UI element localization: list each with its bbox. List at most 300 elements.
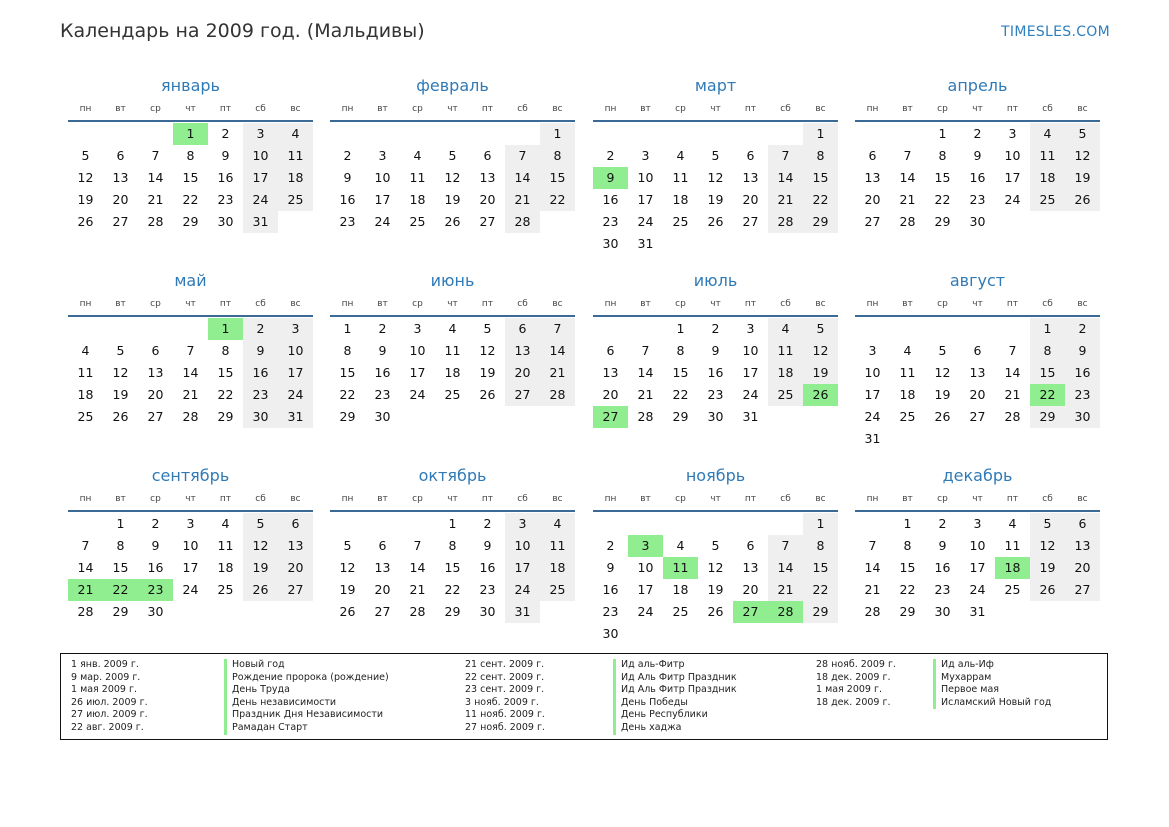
- empty-day-cell: [733, 123, 768, 145]
- holiday-name: Мухаррам: [933, 672, 991, 685]
- day-cell: 7: [641, 343, 650, 358]
- day-cell: 25: [768, 384, 803, 406]
- day-cell: 25: [444, 387, 461, 402]
- day-cell: 11: [409, 170, 426, 185]
- day-cell: 10: [637, 170, 654, 185]
- day-cell: 3: [505, 513, 540, 535]
- day-cell: 11: [444, 343, 461, 358]
- day-cell: 13: [112, 170, 129, 185]
- weekday-label: пт: [1006, 299, 1019, 309]
- empty-day-cell: [663, 123, 698, 145]
- day-cell: 13: [742, 560, 759, 575]
- holiday-day-cell: 21: [68, 579, 103, 601]
- day-cell: 9: [343, 170, 352, 185]
- site-brand-link[interactable]: TIMESLES.COM: [1001, 24, 1110, 40]
- day-cell: 16: [339, 192, 356, 207]
- weekday-label: сб: [780, 299, 791, 309]
- weekday-label: сб: [517, 104, 528, 114]
- weekday-label: чт: [447, 494, 458, 504]
- day-cell: 23: [707, 387, 724, 402]
- weekday-label: ср: [675, 299, 686, 309]
- weekday-label: пн: [604, 104, 617, 114]
- day-cell: 5: [448, 148, 457, 163]
- weekday-header: [330, 488, 575, 512]
- day-cell: 10: [969, 538, 986, 553]
- empty-day-cell: [593, 123, 628, 145]
- day-cell: 5: [938, 343, 947, 358]
- day-cell: 19: [77, 192, 94, 207]
- day-cell: 28: [899, 214, 916, 229]
- month-name: июнь: [430, 271, 475, 290]
- day-cell: 25: [672, 604, 689, 619]
- holiday-day-cell: 28: [768, 601, 803, 623]
- empty-day-cell: [698, 123, 733, 145]
- holiday-day-cell: 1: [208, 318, 243, 340]
- weekday-header: [68, 293, 313, 317]
- holiday-date: 23 сент. 2009 г.: [465, 684, 545, 696]
- day-cell: 9: [483, 538, 492, 553]
- day-cell: 16: [707, 365, 724, 380]
- weekday-header: [855, 488, 1100, 512]
- day-cell: 30: [1065, 406, 1100, 428]
- day-cell: 9: [973, 148, 982, 163]
- day-cell: 27: [864, 214, 881, 229]
- day-cell: 12: [1065, 145, 1100, 167]
- day-cell: 16: [602, 192, 619, 207]
- day-cell: 21: [540, 362, 575, 384]
- day-cell: 14: [768, 167, 803, 189]
- day-cell: 19: [934, 387, 951, 402]
- holiday-date: 1 янв. 2009 г.: [71, 659, 139, 670]
- holiday-name: Исламский Новый год: [933, 697, 1051, 710]
- day-cell: 4: [768, 318, 803, 340]
- day-cell: 23: [243, 384, 278, 406]
- day-cell: 5: [343, 538, 352, 553]
- day-cell: 15: [339, 365, 356, 380]
- weekday-label: сб: [255, 104, 266, 114]
- month-name: октябрь: [418, 466, 487, 485]
- day-cell: 28: [1004, 409, 1021, 424]
- holiday-day-cell: 27: [733, 601, 768, 623]
- day-cell: 3: [278, 318, 313, 340]
- weekday-header: [855, 293, 1100, 317]
- day-cell: 6: [746, 148, 755, 163]
- day-cell: 29: [1030, 406, 1065, 428]
- empty-day-cell: [365, 123, 400, 145]
- day-cell: 30: [147, 604, 164, 619]
- weekday-label: вт: [115, 299, 126, 309]
- weekday-label: вс: [552, 104, 563, 114]
- day-cell: 21: [899, 192, 916, 207]
- day-cell: 10: [182, 538, 199, 553]
- weekday-label: вт: [902, 494, 913, 504]
- day-cell: 14: [77, 560, 94, 575]
- day-cell: 24: [243, 189, 278, 211]
- day-cell: 18: [1030, 167, 1065, 189]
- day-cell: 18: [768, 362, 803, 384]
- day-cell: 12: [479, 343, 496, 358]
- day-cell: 13: [147, 365, 164, 380]
- day-cell: 18: [409, 192, 426, 207]
- holiday-name: Ид аль-Иф: [933, 659, 994, 672]
- empty-day-cell: [103, 123, 138, 145]
- empty-day-cell: [768, 123, 803, 145]
- weekday-label: пн: [79, 299, 92, 309]
- day-cell: 30: [374, 409, 391, 424]
- holiday-date: 28 нояб. 2009 г.: [816, 659, 896, 670]
- day-cell: 28: [505, 211, 540, 233]
- holiday-date: 18 дек. 2009 г.: [816, 671, 891, 683]
- weekday-label: вс: [815, 494, 826, 504]
- month-name: апрель: [947, 76, 1008, 95]
- day-cell: 23: [602, 214, 619, 229]
- day-cell: 18: [540, 557, 575, 579]
- holiday-date: 3 нояб. 2009 г.: [465, 696, 539, 708]
- day-cell: 24: [1004, 192, 1021, 207]
- day-cell: 21: [768, 189, 803, 211]
- weekday-label: вс: [1077, 299, 1088, 309]
- empty-day-cell: [173, 318, 208, 340]
- day-cell: 30: [217, 214, 234, 229]
- day-cell: 29: [803, 211, 838, 233]
- weekday-label: пн: [604, 494, 617, 504]
- day-cell: 26: [243, 579, 278, 601]
- day-cell: 16: [479, 560, 496, 575]
- day-cell: 20: [742, 582, 759, 597]
- weekday-label: вт: [115, 104, 126, 114]
- day-cell: 17: [409, 365, 426, 380]
- day-cell: 12: [77, 170, 94, 185]
- day-cell: 30: [243, 406, 278, 428]
- day-cell: 13: [969, 365, 986, 380]
- day-cell: 20: [602, 387, 619, 402]
- day-cell: 14: [864, 560, 881, 575]
- day-cell: 13: [479, 170, 496, 185]
- months-grid: [68, 74, 1102, 654]
- day-cell: 20: [147, 387, 164, 402]
- day-cell: 18: [672, 192, 689, 207]
- holiday-name: День Республики: [613, 709, 708, 722]
- empty-day-cell: [103, 318, 138, 340]
- weekday-header: [593, 488, 838, 512]
- weekday-label: пт: [481, 104, 494, 114]
- day-cell: 18: [217, 560, 234, 575]
- day-cell: 3: [641, 148, 650, 163]
- day-cell: 23: [602, 604, 619, 619]
- weekday-header: [330, 98, 575, 122]
- day-cell: 26: [339, 604, 356, 619]
- empty-day-cell: [855, 513, 890, 535]
- day-cell: 11: [1004, 538, 1021, 553]
- day-cell: 28: [768, 211, 803, 233]
- day-cell: 19: [707, 582, 724, 597]
- weekday-label: сб: [1042, 494, 1053, 504]
- holiday-name: День хаджа: [613, 722, 682, 735]
- holiday-day-cell: 18: [995, 557, 1030, 579]
- day-cell: 2: [151, 516, 160, 531]
- day-cell: 29: [444, 604, 461, 619]
- day-cell: 29: [899, 604, 916, 619]
- day-cell: 21: [409, 582, 426, 597]
- day-cell: 26: [77, 214, 94, 229]
- month-calendar: [593, 269, 838, 428]
- day-cell: 25: [409, 214, 426, 229]
- day-cell: 4: [221, 516, 230, 531]
- day-cell: 9: [938, 538, 947, 553]
- day-cell: 19: [243, 557, 278, 579]
- empty-day-cell: [505, 123, 540, 145]
- weekday-label: пт: [744, 299, 757, 309]
- day-cell: 20: [505, 362, 540, 384]
- day-cell: 4: [413, 148, 422, 163]
- day-cell: 24: [969, 582, 986, 597]
- month-calendar: [330, 74, 575, 233]
- day-cell: 23: [934, 582, 951, 597]
- empty-day-cell: [960, 318, 995, 340]
- day-cell: 2: [606, 538, 615, 553]
- weekday-label: ср: [937, 299, 948, 309]
- empty-day-cell: [698, 513, 733, 535]
- empty-day-cell: [400, 123, 435, 145]
- day-cell: 21: [147, 192, 164, 207]
- day-cell: 13: [864, 170, 881, 185]
- holiday-day-cell: 3: [628, 535, 663, 557]
- empty-day-cell: [890, 123, 925, 145]
- day-cell: 15: [934, 170, 951, 185]
- day-cell: 21: [505, 189, 540, 211]
- day-cell: 26: [934, 409, 951, 424]
- weekday-label: вс: [552, 299, 563, 309]
- day-cell: 16: [969, 170, 986, 185]
- weekday-label: вт: [640, 494, 651, 504]
- day-cell: 24: [637, 214, 654, 229]
- empty-day-cell: [435, 123, 470, 145]
- weekday-label: пн: [866, 494, 879, 504]
- holiday-day-cell: 9: [593, 167, 628, 189]
- month-calendar: [68, 74, 313, 233]
- weekday-label: сб: [780, 104, 791, 114]
- day-cell: 3: [868, 343, 877, 358]
- day-cell: 21: [637, 387, 654, 402]
- day-cell: 29: [672, 409, 689, 424]
- weekday-label: вс: [290, 104, 301, 114]
- day-cell: 28: [77, 604, 94, 619]
- month-name: ноябрь: [685, 466, 746, 485]
- weekday-label: ср: [937, 494, 948, 504]
- day-cell: 8: [116, 538, 125, 553]
- days-grid: [593, 318, 838, 428]
- holiday-date: 22 сент. 2009 г.: [465, 671, 545, 683]
- day-cell: 8: [803, 145, 838, 167]
- day-cell: 17: [637, 582, 654, 597]
- day-cell: 31: [243, 211, 278, 233]
- weekday-label: пт: [219, 299, 232, 309]
- day-cell: 14: [1004, 365, 1021, 380]
- weekday-label: чт: [972, 494, 983, 504]
- weekday-label: чт: [972, 104, 983, 114]
- day-cell: 30: [707, 409, 724, 424]
- days-grid: [68, 513, 313, 623]
- day-cell: 16: [934, 560, 951, 575]
- day-cell: 5: [243, 513, 278, 535]
- day-cell: 9: [378, 343, 387, 358]
- holiday-name: Ид аль-Фитр: [613, 659, 685, 672]
- day-cell: 13: [1065, 535, 1100, 557]
- month-calendar: [593, 464, 838, 645]
- day-cell: 29: [182, 214, 199, 229]
- month-calendar: [68, 464, 313, 623]
- day-cell: 5: [116, 343, 125, 358]
- day-cell: 12: [707, 170, 724, 185]
- day-cell: 2: [606, 148, 615, 163]
- day-cell: 1: [116, 516, 125, 531]
- day-cell: 4: [676, 148, 685, 163]
- day-cell: 12: [112, 365, 129, 380]
- days-grid: [68, 123, 313, 233]
- day-cell: 2: [1065, 318, 1100, 340]
- day-cell: 27: [374, 604, 391, 619]
- day-cell: 29: [339, 409, 356, 424]
- holiday-date: 22 авг. 2009 г.: [71, 721, 144, 733]
- day-cell: 11: [540, 535, 575, 557]
- holiday-name: Первое мая: [933, 684, 999, 697]
- weekday-header: [593, 98, 838, 122]
- day-cell: 5: [1065, 123, 1100, 145]
- empty-day-cell: [330, 123, 365, 145]
- month-calendar: [855, 74, 1100, 233]
- weekday-label: вт: [377, 299, 388, 309]
- day-cell: 1: [676, 321, 685, 336]
- empty-day-cell: [890, 318, 925, 340]
- empty-day-cell: [593, 318, 628, 340]
- day-cell: 14: [409, 560, 426, 575]
- weekday-label: ср: [150, 299, 161, 309]
- day-cell: 1: [903, 516, 912, 531]
- weekday-label: сб: [1042, 104, 1053, 114]
- day-cell: 15: [803, 557, 838, 579]
- holiday-name: Ид Аль Фитр Праздник: [613, 672, 737, 685]
- weekday-label: пн: [79, 104, 92, 114]
- day-cell: 8: [938, 148, 947, 163]
- day-cell: 17: [278, 362, 313, 384]
- holiday-date: 1 мая 2009 г.: [71, 684, 137, 696]
- holiday-name: Рамадан Старт: [224, 722, 308, 735]
- day-cell: 1: [803, 513, 838, 535]
- empty-day-cell: [330, 513, 365, 535]
- day-cell: 16: [374, 365, 391, 380]
- day-cell: 31: [505, 601, 540, 623]
- day-cell: 27: [742, 214, 759, 229]
- days-grid: [68, 318, 313, 428]
- day-cell: 14: [899, 170, 916, 185]
- weekday-label: вт: [902, 104, 913, 114]
- weekday-label: ср: [937, 104, 948, 114]
- weekday-label: сб: [517, 299, 528, 309]
- holiday-date: 21 сент. 2009 г.: [465, 659, 545, 670]
- weekday-label: вс: [1077, 494, 1088, 504]
- day-cell: 10: [278, 340, 313, 362]
- holiday-day-cell: 26: [803, 384, 838, 406]
- day-cell: 30: [934, 604, 951, 619]
- day-cell: 4: [903, 343, 912, 358]
- days-grid: [855, 513, 1100, 623]
- day-cell: 9: [243, 340, 278, 362]
- day-cell: 9: [711, 343, 720, 358]
- day-cell: 26: [112, 409, 129, 424]
- day-cell: 8: [540, 145, 575, 167]
- holiday-date: 27 июл. 2009 г.: [71, 709, 148, 721]
- empty-day-cell: [663, 513, 698, 535]
- weekday-label: сб: [517, 494, 528, 504]
- holiday-name: День Победы: [613, 697, 688, 710]
- day-cell: 27: [969, 409, 986, 424]
- weekday-label: сб: [1042, 299, 1053, 309]
- day-cell: 28: [147, 214, 164, 229]
- day-cell: 15: [182, 170, 199, 185]
- day-cell: 20: [112, 192, 129, 207]
- weekday-label: вс: [290, 494, 301, 504]
- day-cell: 22: [182, 192, 199, 207]
- day-cell: 2: [378, 321, 387, 336]
- day-cell: 7: [540, 318, 575, 340]
- weekday-label: сб: [780, 494, 791, 504]
- weekday-label: ср: [675, 104, 686, 114]
- day-cell: 7: [868, 538, 877, 553]
- day-cell: 6: [868, 148, 877, 163]
- day-cell: 24: [742, 387, 759, 402]
- day-cell: 15: [803, 167, 838, 189]
- weekday-label: сб: [255, 299, 266, 309]
- day-cell: 1: [448, 516, 457, 531]
- day-cell: 30: [602, 236, 619, 251]
- day-cell: 14: [540, 340, 575, 362]
- day-cell: 29: [112, 604, 129, 619]
- empty-day-cell: [733, 513, 768, 535]
- weekday-label: вт: [640, 104, 651, 114]
- day-cell: 1: [1030, 318, 1065, 340]
- weekday-label: вс: [552, 494, 563, 504]
- weekday-header: [68, 488, 313, 512]
- days-grid: [855, 318, 1100, 450]
- month-calendar: [593, 74, 838, 255]
- day-cell: 3: [1008, 126, 1017, 141]
- day-cell: 24: [409, 387, 426, 402]
- day-cell: 2: [221, 126, 230, 141]
- day-cell: 14: [637, 365, 654, 380]
- day-cell: 18: [77, 387, 94, 402]
- day-cell: 11: [217, 538, 234, 553]
- day-cell: 17: [969, 560, 986, 575]
- weekday-label: чт: [710, 104, 721, 114]
- day-cell: 29: [934, 214, 951, 229]
- day-cell: 7: [186, 343, 195, 358]
- day-cell: 11: [672, 170, 689, 185]
- day-cell: 8: [803, 535, 838, 557]
- day-cell: 12: [444, 170, 461, 185]
- weekday-label: вс: [815, 299, 826, 309]
- holiday-day-cell: 22: [1030, 384, 1065, 406]
- holiday-name: Рождение пророка (рождение): [224, 672, 389, 685]
- holiday-date: 9 мар. 2009 г.: [71, 671, 141, 683]
- day-cell: 19: [803, 362, 838, 384]
- day-cell: 17: [182, 560, 199, 575]
- weekday-label: пн: [341, 494, 354, 504]
- day-cell: 28: [540, 384, 575, 406]
- day-cell: 20: [1065, 557, 1100, 579]
- day-cell: 2: [483, 516, 492, 531]
- weekday-label: вт: [640, 299, 651, 309]
- day-cell: 27: [479, 214, 496, 229]
